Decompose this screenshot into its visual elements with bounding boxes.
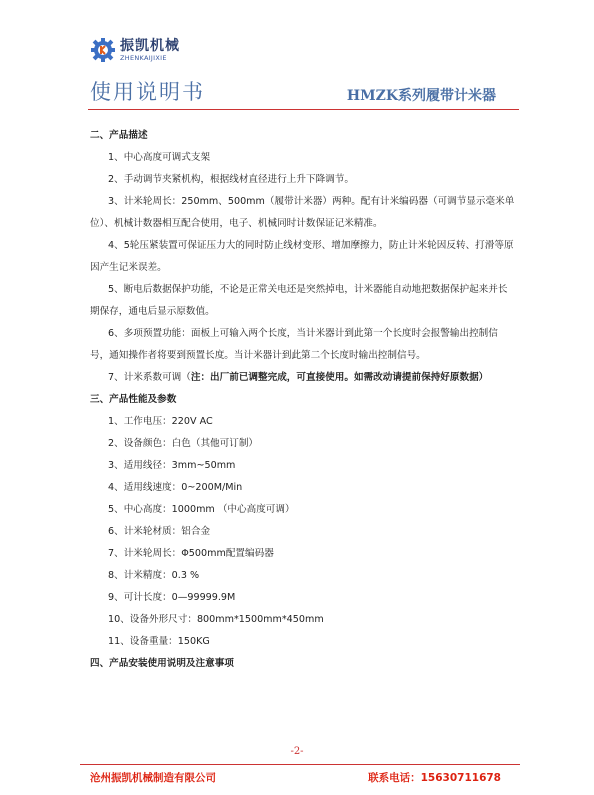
list-item: 6、计米轮材质：铝合金 bbox=[108, 526, 211, 537]
gear-logo-icon bbox=[90, 37, 116, 63]
logo-english-name: ZHENKAIJIXIE bbox=[120, 53, 167, 62]
section-heading: 三、产品性能及参数 bbox=[90, 394, 177, 405]
list-item: 3、适用线径：3mm~50mm bbox=[108, 460, 236, 471]
list-item: 4、适用线速度：0~200M/Min bbox=[108, 482, 243, 493]
list-item: 11、设备重量：150KG bbox=[108, 636, 210, 647]
document-body bbox=[90, 125, 515, 675]
list-item: 5、中心高度：1000mm （中心高度可调） bbox=[108, 504, 295, 515]
company-logo bbox=[90, 37, 180, 63]
list-item: 4、5轮压紧装置可保证压力大的同时防止线材变形、增加摩擦力，防止计米轮因反转、打滑等原因产生记米误差。 bbox=[90, 240, 514, 273]
list-item: 5、断电后数据保护功能，不论是正常关电还是突然掉电，计米器能自动地把数据保护起来并长期保存，通电后显示原数值。 bbox=[90, 284, 508, 317]
list-item: 2、设备颜色：白色（其他可订制） bbox=[108, 438, 259, 449]
footer-company-name: 沧州振凯机械制造有限公司 bbox=[90, 772, 216, 784]
item-lead-text: 7、计米系数可调（ bbox=[108, 372, 191, 383]
list-item bbox=[90, 367, 515, 389]
footer-rule bbox=[80, 764, 520, 765]
list-item: 10、设备外形尺寸：800mm*1500mm*450mm bbox=[108, 614, 324, 625]
page-number: -2- bbox=[290, 746, 304, 757]
logo-chinese-name: 振凯机械 bbox=[120, 37, 180, 54]
header-rule bbox=[88, 109, 519, 110]
section-heading: 二、产品描述 bbox=[90, 130, 148, 141]
list-item: 7、计米轮周长：Φ500mm配置编码器 bbox=[108, 548, 274, 559]
list-item: 1、中心高度可调式支架 bbox=[108, 152, 211, 163]
item-bold-note: 注：出厂前已调整完成，可直接使用。如需改动请提前保持好原数据） bbox=[190, 372, 489, 383]
list-item: 1、工作电压：220V AC bbox=[108, 416, 213, 427]
section-heading: 四、产品安装使用说明及注意事项 bbox=[90, 658, 234, 669]
list-item: 6、多项预置功能：面板上可输入两个长度，当计米器计到此第一个长度时会报警输出控制信号，通知操作者将要到预置长度。当计米器计到此第二个长度时输出控制信号。 bbox=[90, 328, 498, 361]
list-item: 3、计米轮周长：250mm、500mm（履带计米器）两种。配有计米编码器（可调节显示毫米单位）、机械计数器相互配合使用，电子、机械同时计数保证记米精准。 bbox=[90, 196, 515, 229]
list-item: 2、手动调节夹紧机构，根据线材直径进行上升下降调节。 bbox=[108, 174, 354, 185]
list-item: 8、计米精度：0.3 % bbox=[108, 570, 200, 581]
list-item: 9、可计长度：0—99999.9M bbox=[108, 592, 236, 603]
footer-phone: 联系电话：15630711678 bbox=[368, 772, 501, 784]
series-title: HMZK系列履带计米器 bbox=[346, 88, 496, 104]
document-title: 使用说明书 bbox=[90, 80, 205, 104]
